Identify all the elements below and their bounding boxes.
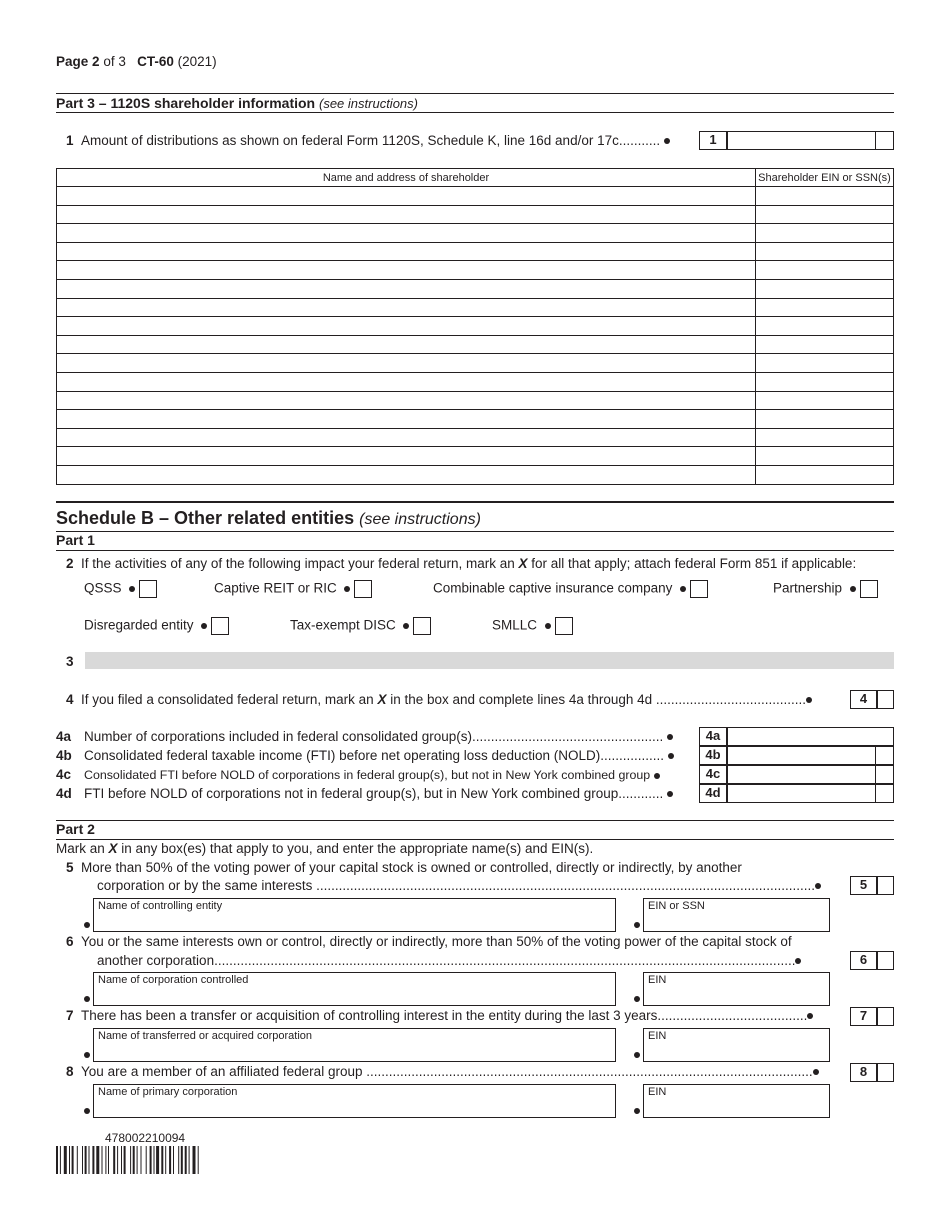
line-6-box-label: 6 (850, 951, 877, 970)
line-4-box-label: 4 (850, 690, 877, 709)
barcode-bar (121, 1146, 122, 1174)
line-4b-box-label: 4b (699, 746, 727, 765)
bullet-icon (806, 697, 812, 703)
shareholder-table (56, 168, 894, 485)
bullet-icon (201, 623, 207, 629)
line-7: 7 There has been a transfer or acquisition of controlling interest in the entity during the last 3 years........................................ (66, 1008, 813, 1023)
divider (56, 531, 894, 532)
corporation-controlled-name-field[interactable]: Name of corporation controlled (93, 972, 616, 1006)
table-row (57, 298, 894, 317)
table-row (57, 465, 894, 484)
table-row (57, 391, 894, 410)
shareholder-ein-cell[interactable] (756, 224, 894, 243)
barcode-bar (92, 1146, 94, 1174)
line-1: 1 Amount of distributions as shown on federal Form 1120S, Schedule K, line 16d and/or 17c........... (66, 133, 670, 148)
qsss-checkbox[interactable] (139, 580, 157, 598)
line-2: 2 If the activities of any of the following impact your federal return, mark an X for all that apply; attach federal Form 851 if applicable: (66, 556, 857, 571)
bullet-icon (815, 883, 821, 889)
barcode-bar (156, 1146, 159, 1174)
partnership-checkbox[interactable] (860, 580, 878, 598)
barcode-bar (102, 1146, 103, 1174)
option-partnership: Partnership (773, 580, 878, 598)
line-6: 6 You or the same interests own or control, directly or indirectly, more than 50% of the voting power of the capital stock of (66, 934, 792, 949)
bullet-icon (84, 1108, 90, 1114)
bullet-icon (667, 791, 673, 797)
captive-insurance-checkbox[interactable] (690, 580, 708, 598)
table-row (57, 242, 894, 261)
barcode-bar (60, 1146, 61, 1174)
table-row (57, 261, 894, 280)
barcode-bar (161, 1146, 163, 1174)
barcode-bar (82, 1146, 83, 1174)
table-row (57, 335, 894, 354)
primary-corporation-ein-field[interactable]: EIN (643, 1084, 830, 1118)
col-ein-ssn: Shareholder EIN or SSN(s) (756, 169, 894, 187)
captive-reit-checkbox[interactable] (354, 580, 372, 598)
bullet-icon (84, 922, 90, 928)
transferred-corporation-name-field[interactable]: Name of transferred or acquired corporation (93, 1028, 616, 1062)
divider (56, 550, 894, 551)
barcode-bar (193, 1146, 196, 1174)
option-captive-insurance: Combinable captive insurance company (433, 580, 708, 598)
smllc-checkbox[interactable] (555, 617, 573, 635)
shareholder-name-cell[interactable] (57, 224, 756, 243)
shareholder-ein-cell[interactable] (756, 354, 894, 373)
line-8-checkbox[interactable] (877, 1063, 894, 1082)
bullet-icon (634, 922, 640, 928)
divider (56, 501, 894, 503)
barcode-bar (64, 1146, 67, 1174)
shareholder-name-cell[interactable] (57, 279, 756, 298)
bullet-icon (667, 734, 673, 740)
divider (56, 839, 894, 840)
shareholder-name-cell[interactable] (57, 242, 756, 261)
bullet-icon (664, 138, 670, 144)
line-4c-box-label: 4c (699, 765, 727, 784)
barcode-bar (173, 1146, 174, 1174)
option-qsss: QSSS (84, 580, 157, 598)
tax-exempt-disc-checkbox[interactable] (413, 617, 431, 635)
page-number: 2 (92, 54, 100, 69)
barcode-bar (181, 1146, 183, 1174)
corporation-controlled-ein-field[interactable]: EIN (643, 972, 830, 1006)
shareholder-name-cell[interactable] (57, 465, 756, 484)
page-header (56, 54, 217, 69)
option-tax-exempt-disc: Tax-exempt DISC (290, 617, 431, 635)
line-4c-field[interactable] (727, 765, 894, 784)
col-name-address: Name and address of shareholder (57, 169, 756, 187)
bullet-icon (403, 623, 409, 629)
table-row (57, 224, 894, 243)
line-4a: 4a Number of corporations included in federal consolidated group(s)................................................... (56, 729, 673, 744)
line-4: 4 If you filed a consolidated federal return, mark an X in the box and complete lines 4a through 4d ........................................ (66, 692, 812, 707)
divider (56, 112, 894, 113)
line-4c: 4c Consolidated FTI before NOLD of corporations in federal group(s), but not in New York combined group (56, 767, 660, 782)
barcode-bar (124, 1146, 126, 1174)
barcode-bar (117, 1146, 118, 1174)
shareholder-ein-cell[interactable] (756, 242, 894, 261)
table-row (57, 354, 894, 373)
shareholder-name-cell[interactable] (57, 354, 756, 373)
line-7-checkbox[interactable] (877, 1007, 894, 1026)
form-id: CT-60 (137, 54, 174, 69)
option-disregarded: Disregarded entity (84, 617, 229, 635)
barcode-bar (178, 1146, 179, 1174)
schedule-b-note: (see instructions) (359, 511, 481, 528)
table-row (57, 410, 894, 429)
divider (56, 820, 894, 821)
line-3-number: 3 (66, 654, 74, 669)
bullet-icon (813, 1069, 819, 1075)
line-8-box-label: 8 (850, 1063, 877, 1082)
line-5-box-label: 5 (850, 876, 877, 895)
shareholder-ein-cell[interactable] (756, 298, 894, 317)
shareholder-ein-cell[interactable] (756, 447, 894, 466)
bullet-icon (634, 1052, 640, 1058)
line-3-shaded-area (85, 652, 894, 669)
schedule-b-title: Schedule B – Other related entities (see instructions) (56, 508, 481, 528)
shareholder-ein-cell[interactable] (756, 391, 894, 410)
option-captive-reit: Captive REIT or RIC (214, 580, 372, 598)
part2-label: Part 2 (56, 821, 95, 837)
page-label: Page (56, 54, 89, 69)
line-5-cont: corporation or by the same interests ..................................................................................................................................... (97, 878, 821, 893)
disregarded-entity-checkbox[interactable] (211, 617, 229, 635)
line-4d: 4d FTI before NOLD of corporations not in federal group(s), but in New York combined group............ (56, 786, 673, 801)
shareholder-ein-cell[interactable] (756, 261, 894, 280)
barcode-bar (133, 1146, 135, 1174)
barcode-bar (113, 1146, 115, 1174)
barcode-bar (56, 1146, 58, 1174)
barcode-icon (56, 1146, 240, 1174)
line-8: 8 You are a member of an affiliated federal group ....................................................................................................................... (66, 1064, 819, 1079)
table-row (57, 447, 894, 466)
shareholder-name-cell[interactable] (57, 410, 756, 429)
part2-intro: Mark an X in any box(es) that apply to you, and enter the appropriate name(s) and EIN(s). (56, 841, 594, 856)
shareholder-name-cell[interactable] (57, 447, 756, 466)
line-4b-field[interactable] (727, 746, 894, 765)
barcode-bar (89, 1146, 90, 1174)
barcode-bar (130, 1146, 131, 1174)
bullet-icon (680, 586, 686, 592)
barcode-bar (165, 1146, 166, 1174)
shareholder-name-cell[interactable] (57, 428, 756, 447)
shareholder-name-cell[interactable] (57, 205, 756, 224)
part3-title: Part 3 – 1120S shareholder information (see instructions) (56, 95, 418, 111)
barcode-bar (146, 1146, 147, 1174)
table-row (57, 205, 894, 224)
line-4-checkbox[interactable] (877, 690, 894, 709)
table-row (57, 317, 894, 336)
barcode-bar (72, 1146, 74, 1174)
barcode-bar (85, 1146, 87, 1174)
divider (56, 93, 894, 94)
bullet-icon (807, 1013, 813, 1019)
primary-corporation-name-field[interactable]: Name of primary corporation (93, 1084, 616, 1118)
line-5-checkbox[interactable] (877, 876, 894, 895)
shareholder-ein-cell[interactable] (756, 372, 894, 391)
shareholder-ein-cell[interactable] (756, 279, 894, 298)
barcode-bar (105, 1146, 106, 1174)
barcode-bar (69, 1146, 70, 1174)
shareholder-name-cell[interactable] (57, 335, 756, 354)
barcode-bar (141, 1146, 142, 1174)
line-4a-box-label: 4a (699, 727, 727, 746)
shareholder-name-cell[interactable] (57, 372, 756, 391)
barcode-bar (150, 1146, 152, 1174)
line-4b: 4b Consolidated federal taxable income (FTI) before net operating loss deduction (NOLD)................. (56, 748, 674, 763)
line-1-box-label: 1 (699, 131, 727, 150)
line-7-box-label: 7 (850, 1007, 877, 1026)
barcode-bar (154, 1146, 155, 1174)
table-row (57, 279, 894, 298)
line-6-cont: another corporation........................................................................................................................................................... (97, 953, 801, 968)
line-6-checkbox[interactable] (877, 951, 894, 970)
table-row (57, 428, 894, 447)
shareholder-ein-cell[interactable] (756, 187, 894, 206)
line-5: 5 More than 50% of the voting power of your capital stock is owned or controlled, directly or indirectly, by another (66, 860, 742, 875)
shareholder-ein-cell[interactable] (756, 428, 894, 447)
bullet-icon (654, 773, 660, 779)
shareholder-name-cell[interactable] (57, 317, 756, 336)
table-row (57, 372, 894, 391)
bullet-icon (795, 958, 801, 964)
option-smllc: SMLLC (492, 617, 573, 635)
bullet-icon (344, 586, 350, 592)
shareholder-ein-cell[interactable] (756, 465, 894, 484)
line-1-amount-field[interactable] (727, 131, 894, 150)
barcode-bar (108, 1146, 109, 1174)
bullet-icon (129, 586, 135, 592)
part1-label: Part 1 (56, 532, 95, 548)
bullet-icon (634, 996, 640, 1002)
bullet-icon (668, 753, 674, 759)
shareholder-name-cell[interactable] (57, 187, 756, 206)
bullet-icon (850, 586, 856, 592)
barcode-bar (96, 1146, 99, 1174)
line-4d-field[interactable] (727, 784, 894, 803)
bullet-icon (545, 623, 551, 629)
part3-note: (see instructions) (319, 96, 418, 111)
barcode-bar (77, 1146, 78, 1174)
table-row (57, 187, 894, 206)
barcode-bar (189, 1146, 190, 1174)
shareholder-ein-cell[interactable] (756, 335, 894, 354)
shareholder-ein-cell[interactable] (756, 317, 894, 336)
shareholder-ein-cell[interactable] (756, 410, 894, 429)
bullet-icon (84, 996, 90, 1002)
bullet-icon (634, 1108, 640, 1114)
barcode-bar (185, 1146, 187, 1174)
shareholder-ein-cell[interactable] (756, 205, 894, 224)
form-year: (2021) (177, 54, 217, 69)
line-4d-box-label: 4d (699, 784, 727, 803)
shareholder-name-cell[interactable] (57, 261, 756, 280)
shareholder-name-cell[interactable] (57, 391, 756, 410)
page-of: of 3 (103, 54, 126, 69)
line-4a-field[interactable] (727, 727, 894, 746)
shareholder-name-cell[interactable] (57, 298, 756, 317)
controlling-entity-name-field[interactable]: Name of controlling entity (93, 898, 616, 932)
transferred-corporation-ein-field[interactable]: EIN (643, 1028, 830, 1062)
barcode-bar (137, 1146, 138, 1174)
bullet-icon (84, 1052, 90, 1058)
barcode-number: 478002210094 (105, 1131, 186, 1145)
barcode-bar (169, 1146, 171, 1174)
controlling-entity-ein-field[interactable]: EIN or SSN (643, 898, 830, 932)
barcode-bar (198, 1146, 199, 1174)
